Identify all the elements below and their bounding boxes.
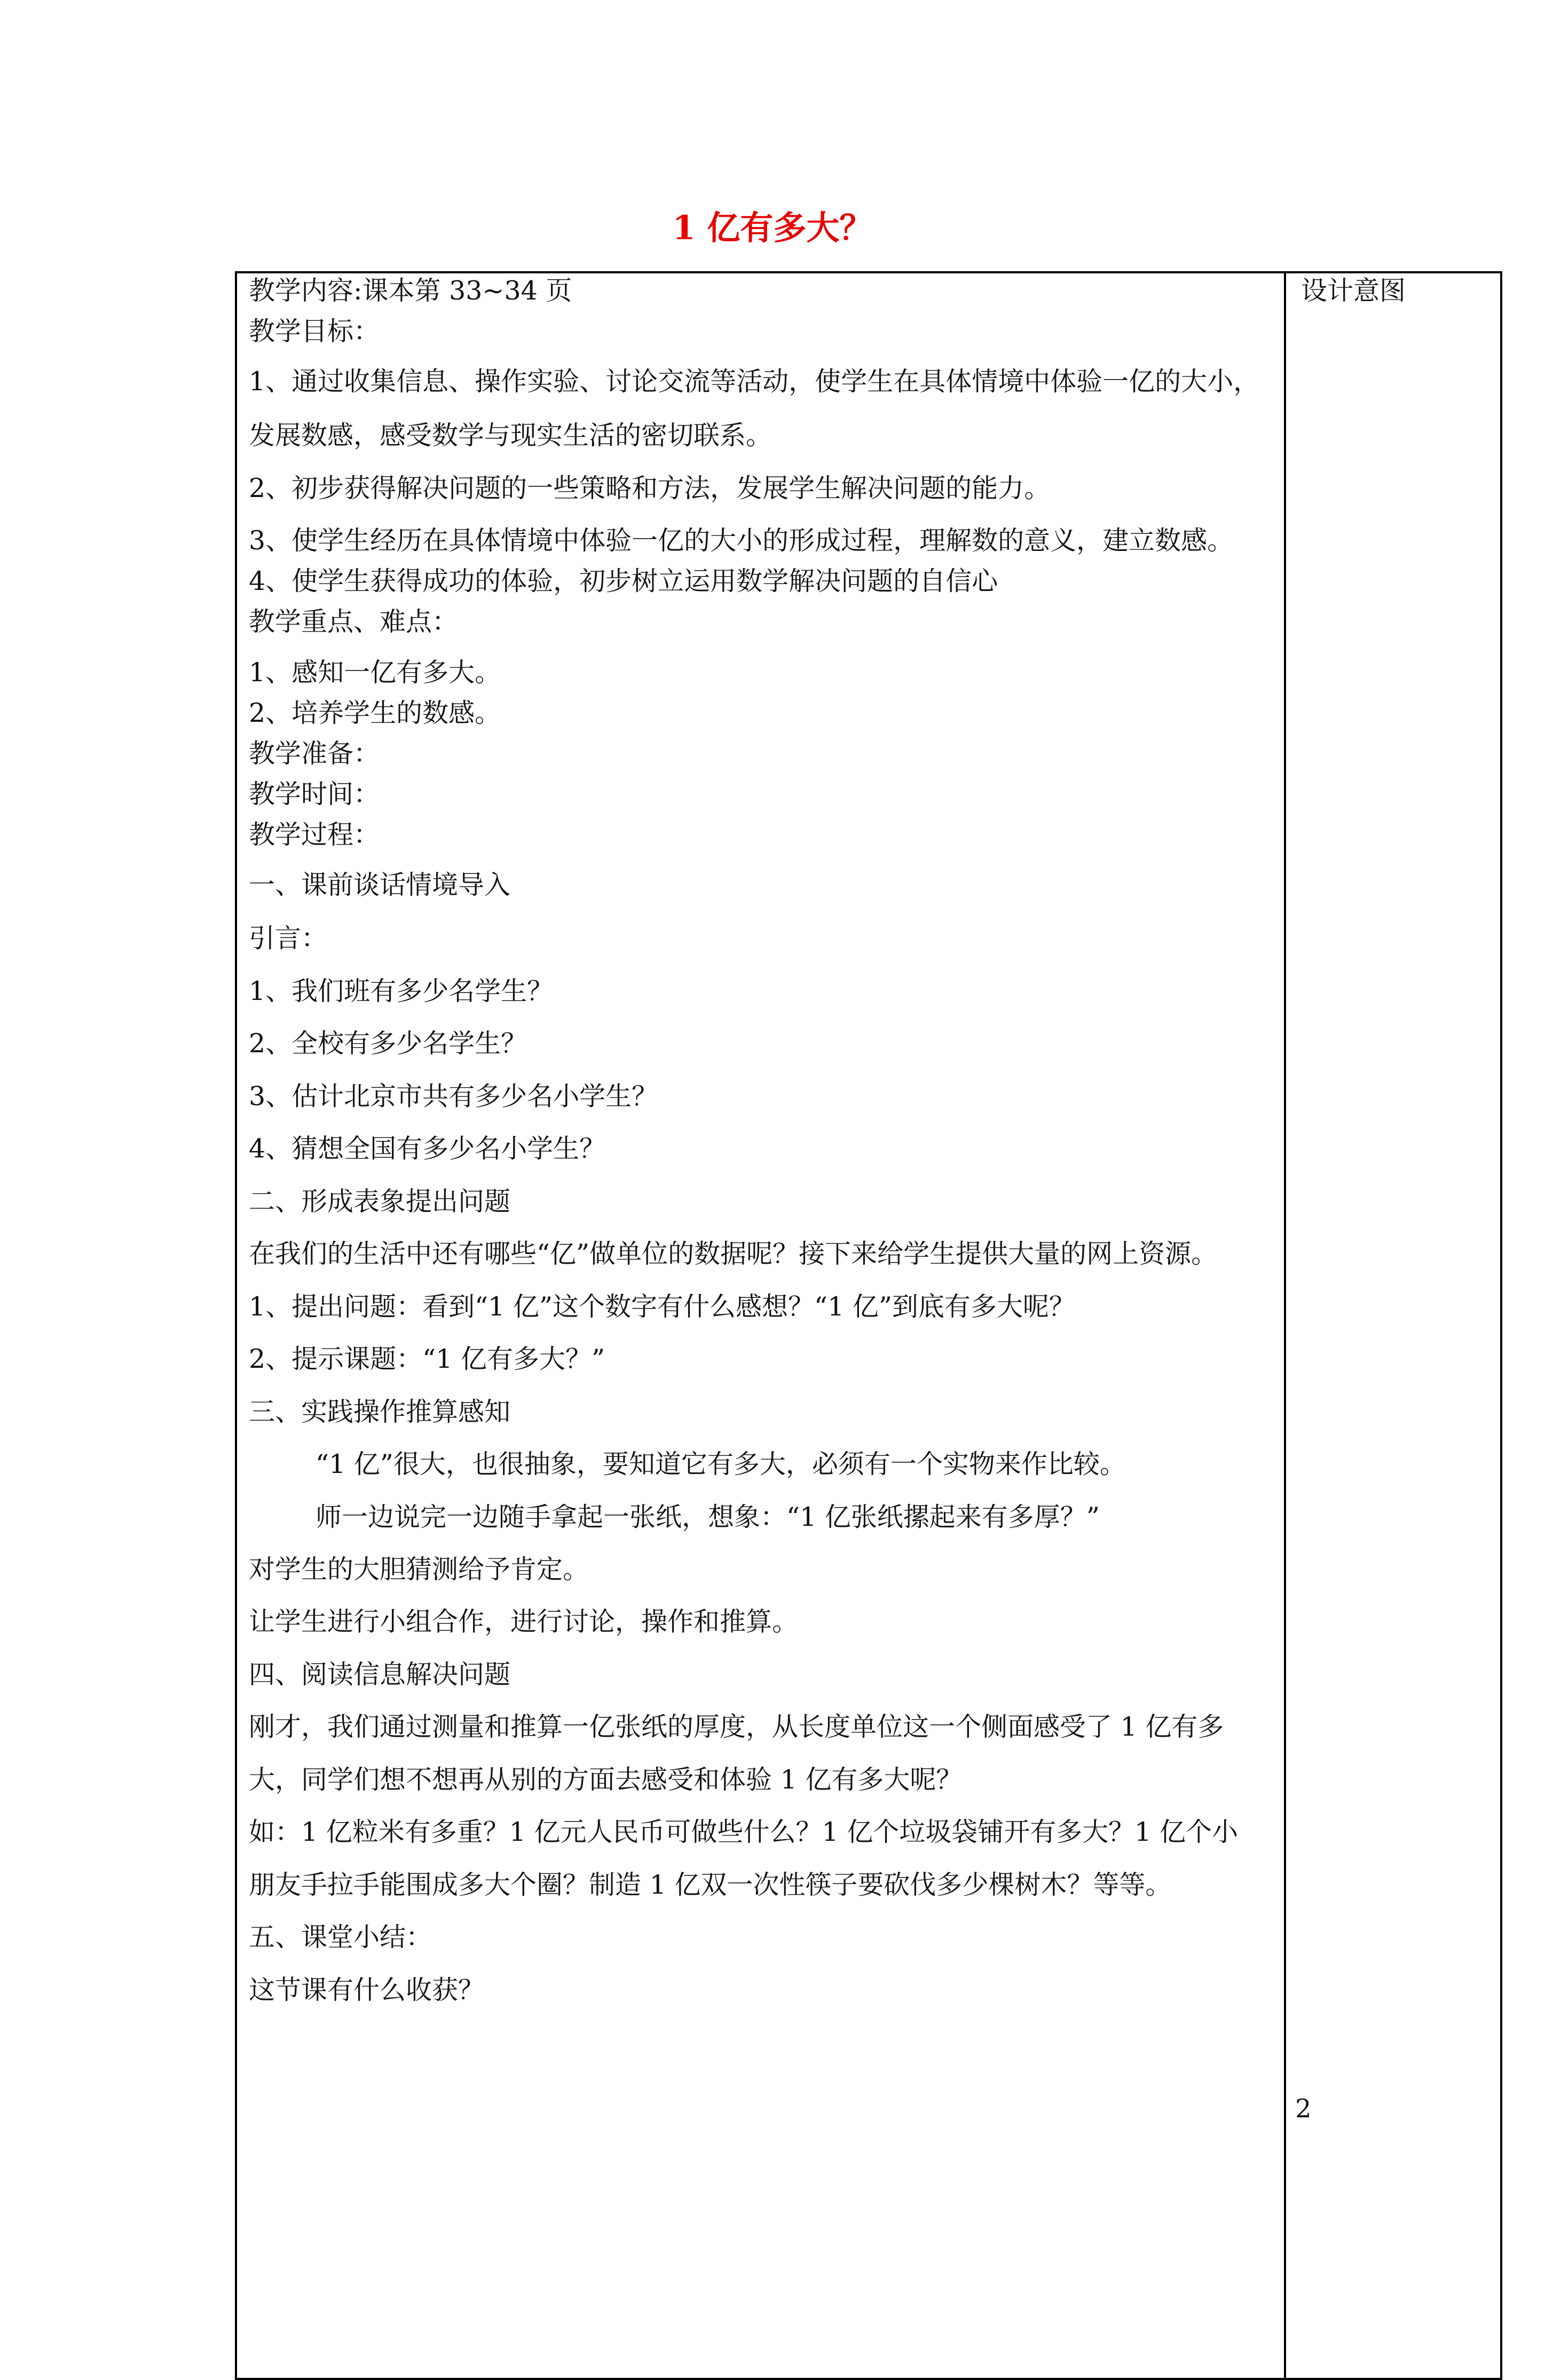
content-line: 五、课堂小结： <box>249 1922 432 1952</box>
content-line: 1、通过收集信息、操作实验、讨论交流等活动，使学生在具体情境中体验一亿的大小， <box>249 366 1260 397</box>
content-line: 2、全校有多少名学生？ <box>249 1028 527 1059</box>
content-line: 这节课有什么收获？ <box>249 1975 485 2005</box>
content-line: 朋友手拉手能围成多大个圈？制造 1 亿双一次性筷子要砍伐多少棵树木？等等。 <box>249 1870 1172 1900</box>
document-title: 1 亿有多大？ <box>672 208 873 247</box>
page-number: 2 <box>1295 2094 1312 2124</box>
content-line: 4、使学生获得成功的体验，初步树立运用数学解决问题的自信心 <box>249 566 998 596</box>
content-line: 2、提示课题：“1 亿有多大？” <box>249 1344 605 1374</box>
content-line: 二、形成表象提出问题 <box>249 1186 511 1217</box>
content-line: 教学时间： <box>249 779 380 809</box>
content-line: 4、猜想全国有多少名小学生？ <box>249 1133 606 1164</box>
content-line: 3、使学生经历在具体情境中体验一亿的大小的形成过程，理解数的意义，建立数感。 <box>249 525 1234 556</box>
content-line: 在我们的生活中还有哪些“亿”做单位的数据呢？接下来给学生提供大量的网上资源。 <box>249 1239 1218 1269</box>
lesson-content-cell <box>249 271 1279 2380</box>
content-line: 发展数感，感受数学与现实生活的密切联系。 <box>249 420 773 451</box>
content-line: 教学准备： <box>249 738 380 769</box>
content-line: 1、我们班有多少名学生？ <box>249 976 554 1006</box>
content-line: 教学过程： <box>249 819 380 850</box>
content-line: 1、提出问题：看到“1 亿”这个数字有什么感想？“1 亿”到底有多大呢？ <box>249 1291 1075 1322</box>
content-line: 大，同学们想不想再从别的方面去感受和体验 1 亿有多大呢？ <box>249 1764 963 1795</box>
content-line: 刚才，我们通过测量和推算一亿张纸的厚度，从长度单位这一个侧面感受了 1 亿有多 <box>249 1712 1224 1742</box>
content-line: 一、课前谈话情境导入 <box>249 870 511 900</box>
design-intent-header: 设计意图 <box>1301 275 1406 306</box>
content-line: 对学生的大胆猜测给予肯定。 <box>249 1554 589 1585</box>
column-divider <box>1284 271 1286 2380</box>
content-line: 3、估计北京市共有多少名小学生？ <box>249 1081 658 1112</box>
content-line: 引言： <box>249 923 328 953</box>
content-line: 三、实践操作推算感知 <box>249 1397 511 1427</box>
content-line: 1、感知一亿有多大。 <box>249 657 501 688</box>
content-line: 教学目标： <box>249 316 380 346</box>
content-line: 让学生进行小组合作，进行讨论，操作和推算。 <box>249 1606 799 1637</box>
content-line: 师一边说完一边随手拿起一张纸，想象：“1 亿张纸摞起来有多厚？” <box>316 1502 1100 1532</box>
content-line: 2、初步获得解决问题的一些策略和方法，发展学生解决问题的能力。 <box>249 473 1051 503</box>
content-line: 2、培养学生的数感。 <box>249 698 501 728</box>
content-line: 如：1 亿粒米有多重？1 亿元人民币可做些什么？1 亿个垃圾袋铺开有多大？1 亿个小 <box>249 1817 1239 1847</box>
content-line: 教学重点、难点： <box>249 606 459 637</box>
content-line: “1 亿”很大，也很抽象，要知道它有多大，必须有一个实物来作比较。 <box>316 1449 1126 1479</box>
content-line: 四、阅读信息解决问题 <box>249 1659 511 1690</box>
content-line: 教学内容:课本第 33~34 页 <box>249 275 572 306</box>
